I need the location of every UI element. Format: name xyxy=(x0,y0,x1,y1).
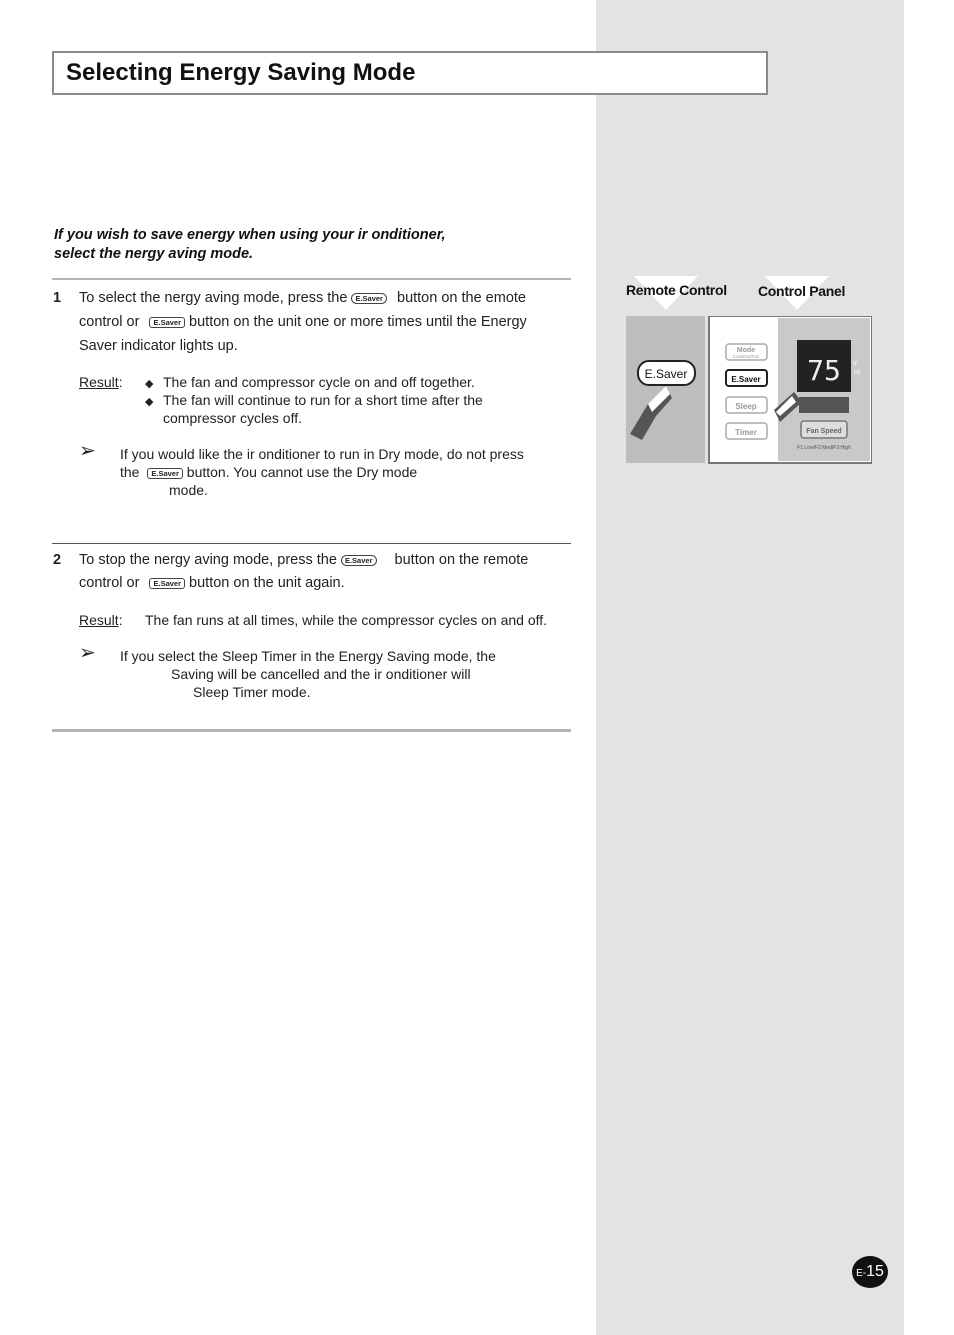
page-number-badge xyxy=(852,1256,888,1288)
step-2-line-2-b: button on the unit again. xyxy=(189,575,345,591)
bullet-1-text: The fan and compressor cycle on and off together. xyxy=(163,374,475,390)
step-2-line-2 xyxy=(79,571,345,595)
result-colon: : xyxy=(118,374,123,390)
step-1-result-label xyxy=(79,373,123,391)
intro-line-1: If you wish to save energy when using your ir onditioner, xyxy=(54,227,446,243)
remote-and-panel-illustration xyxy=(626,316,872,464)
title-box xyxy=(52,51,768,95)
note-arrow-icon: ➢ xyxy=(79,440,96,462)
step-1-number: 1 xyxy=(53,290,62,306)
step-2-line-1-a: To stop the nergy aving mode, press the xyxy=(79,552,337,568)
intro-text xyxy=(54,226,554,264)
panel-display-value: 75 xyxy=(807,354,841,387)
remote-control-label: Remote Control xyxy=(626,282,727,298)
step-2-note-line-3: Sleep Timer mode. xyxy=(193,684,311,700)
intro-line-2: select the nergy aving mode. xyxy=(54,246,254,262)
page-number-prefix: E- xyxy=(856,1268,867,1279)
panel-esaver-label: E.Saver xyxy=(731,375,761,384)
step-1-bullet-1 xyxy=(145,373,475,393)
esaver-button-symbol: E.Saver xyxy=(147,468,183,479)
step-1-note-line-1: If you would like the ir onditioner to run in Dry mode, do not press xyxy=(120,446,524,462)
note-arrow-icon: ➢ xyxy=(79,642,96,664)
step-1-bullet-2-cont: compressor cycles off. xyxy=(163,410,303,426)
esaver-button-symbol: E.Saver xyxy=(341,555,377,566)
page-title: Selecting Energy Saving Mode xyxy=(66,59,416,86)
result-colon: : xyxy=(118,612,123,628)
esaver-button-symbol: E.Saver xyxy=(149,578,185,589)
diamond-bullet-icon: ◆ xyxy=(145,396,154,408)
step-1-line-1-b: button on the emote xyxy=(397,290,526,306)
step-1-bullet-2 xyxy=(145,391,483,411)
remote-esaver-label: E.Saver xyxy=(644,367,688,381)
right-sidebar-background xyxy=(596,0,904,1335)
bullet-2-text-a: The fan will continue to run for a short time after the xyxy=(163,392,483,408)
note-line-2-b: button. You cannot use the Dry mode xyxy=(186,464,418,480)
step-2-line-2-a: control or xyxy=(79,575,140,591)
esaver-button-symbol: E.Saver xyxy=(149,317,185,328)
unit-f-label: °F xyxy=(852,362,859,368)
step-2-note-line-2: Saving will be cancelled and the ir onditioner will xyxy=(171,666,471,682)
step-1-note-line-3: mode. xyxy=(169,482,208,498)
unit-hr-label: Hr. xyxy=(854,370,862,376)
panel-sleep-label: Sleep xyxy=(735,402,757,411)
panel-fan-speed-sub: F1:Low/F2:Med/F3:High xyxy=(797,445,851,451)
step-1-note-line-2 xyxy=(120,463,417,481)
divider-bottom xyxy=(52,729,571,732)
panel-timer-label: Timer xyxy=(735,428,757,437)
panel-fan-speed-label: Fan Speed xyxy=(806,428,842,435)
step-1-line-3: Saver indicator lights up. xyxy=(79,338,238,354)
step-2-line-1-b: button on the remote xyxy=(394,552,529,568)
panel-indicator-bar xyxy=(799,397,849,413)
step-1-line-1 xyxy=(79,286,569,310)
esaver-button-symbol: E.Saver xyxy=(351,293,387,304)
step-2-number: 2 xyxy=(53,552,62,568)
result-label: Result xyxy=(79,374,119,390)
step-1-line-1-a: To select the nergy aving mode, press the xyxy=(79,290,348,306)
result-label: Result xyxy=(79,612,119,628)
step-1-line-2-a: control or xyxy=(79,314,140,330)
step-2-result-text: The fan runs at all times, while the compressor cycles on and off. xyxy=(145,612,548,628)
control-panel-label: Control Panel xyxy=(758,283,846,299)
divider-middle xyxy=(52,543,571,544)
step-2-result-label xyxy=(79,611,123,629)
note-line-2-a: the xyxy=(120,464,140,480)
step-1-line-2-b: button on the unit one or more times until the Energy xyxy=(189,314,527,330)
step-1-line-2 xyxy=(79,310,569,334)
page-number-value: 15 xyxy=(866,1263,884,1280)
panel-mode-sub-label: Cool/Dry/Fan xyxy=(732,354,760,359)
step-2-note-line-1: If you select the Sleep Timer in the Energy Saving mode, the xyxy=(120,648,496,664)
step-2-line-1 xyxy=(79,548,571,572)
panel-mode-label: Mode xyxy=(736,347,756,354)
diamond-bullet-icon: ◆ xyxy=(145,378,154,390)
divider-top xyxy=(52,278,571,280)
